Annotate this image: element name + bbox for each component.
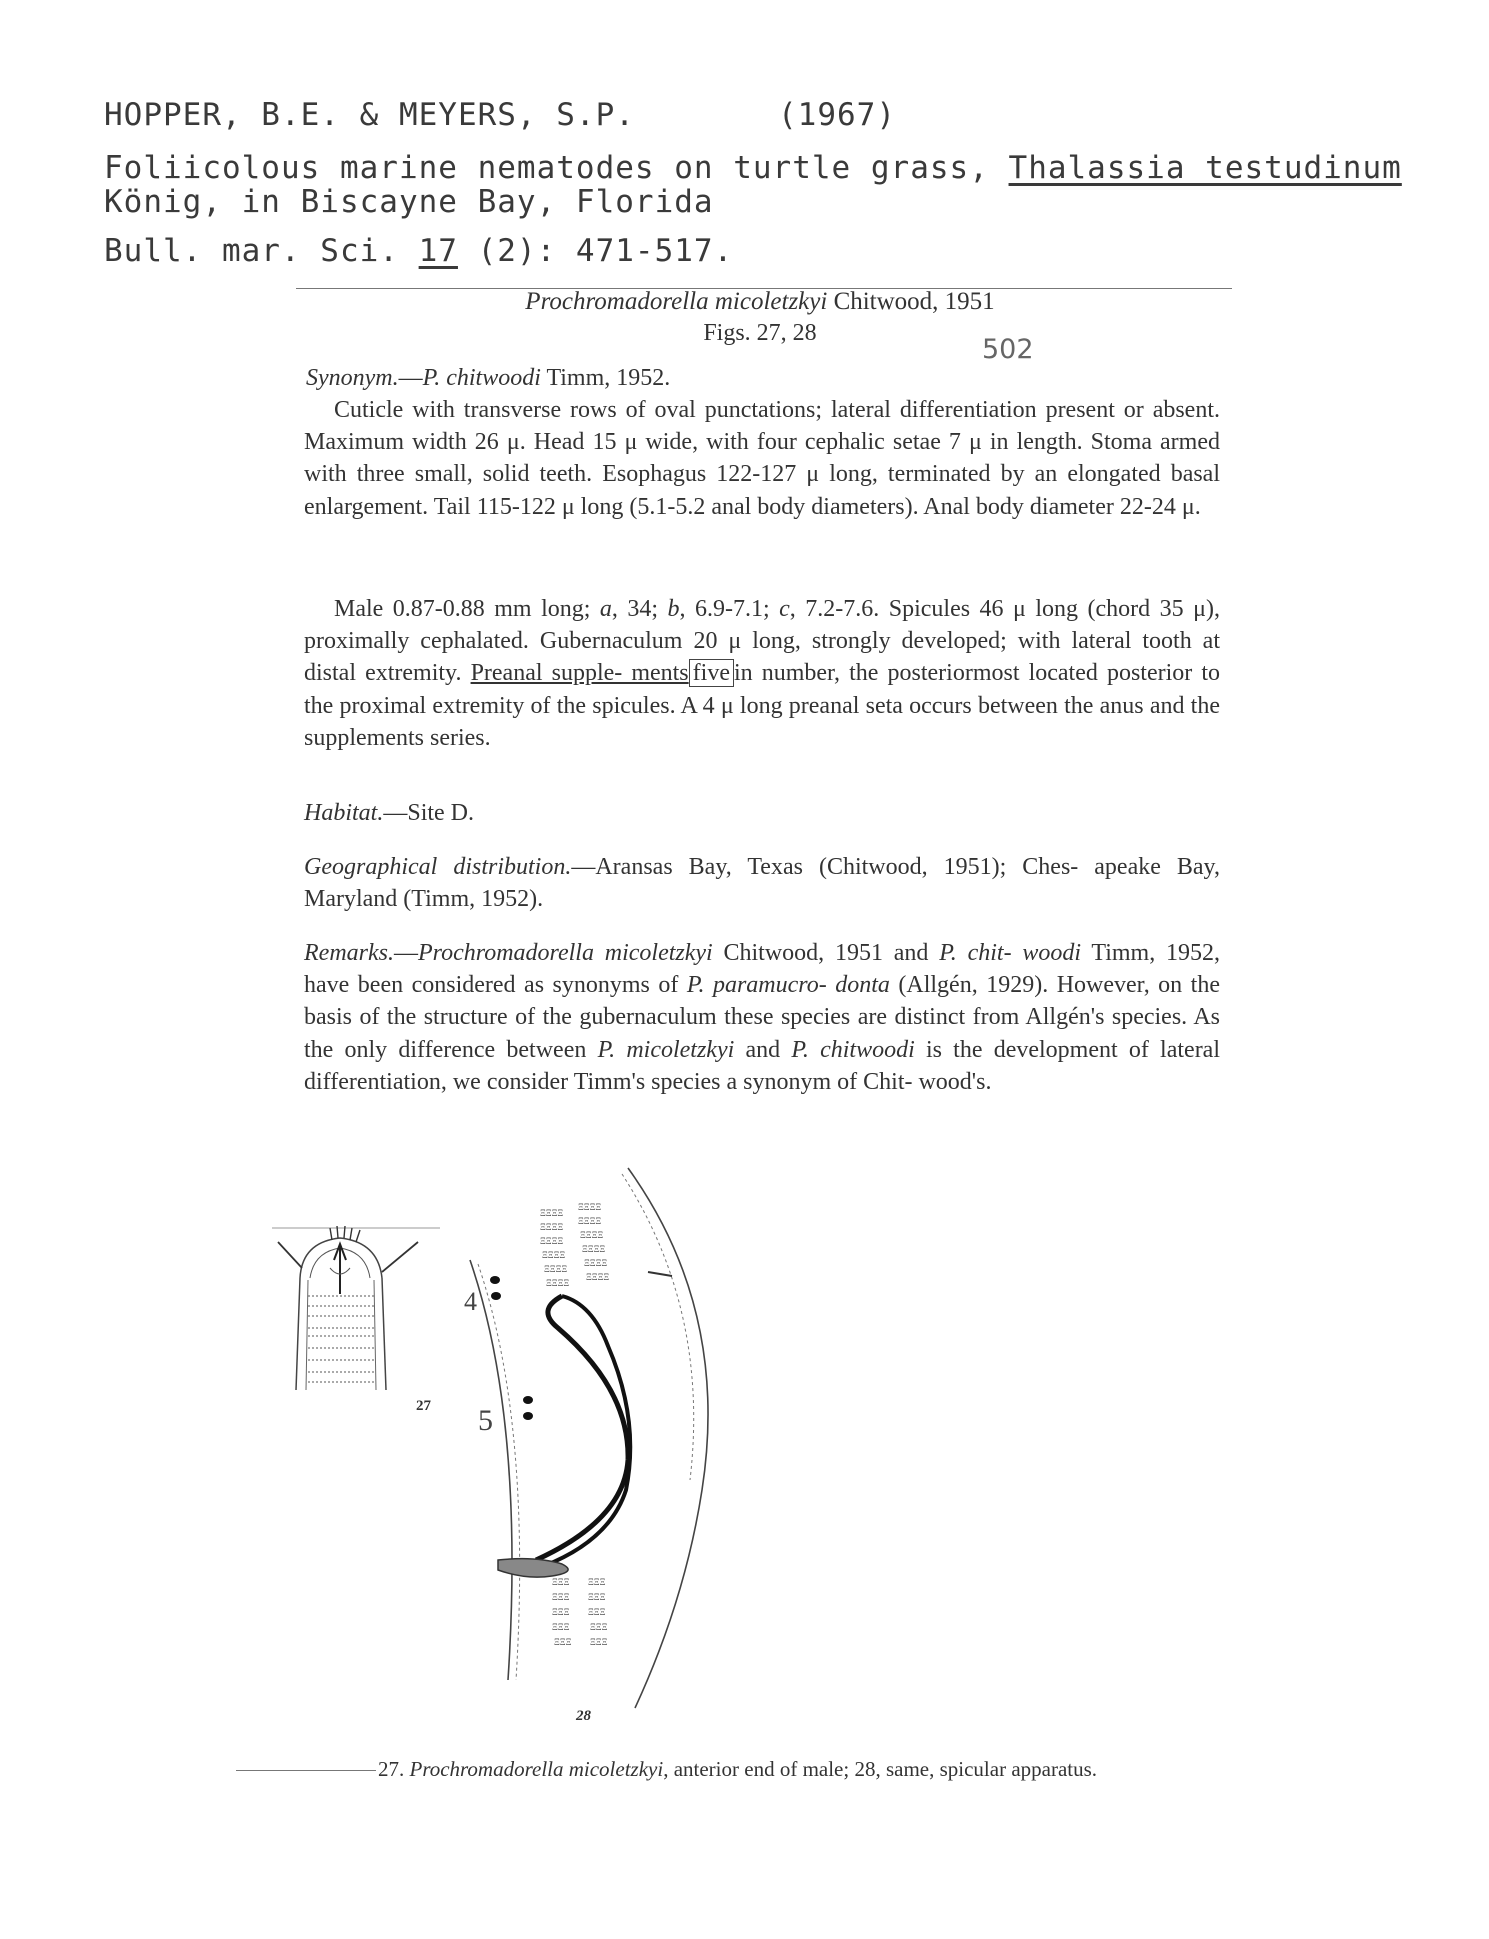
remarks-dash: — — [393, 940, 418, 966]
remarks-text-1: Chitwood, 1951 and — [712, 940, 940, 966]
citation-journal — [104, 233, 733, 269]
remarks-paragraph — [304, 937, 1220, 1098]
remarks-species-5: P. chitwoodi — [791, 1036, 915, 1063]
svg-text:ΞΞΞΞ: ΞΞΞΞ — [584, 1258, 608, 1268]
remarks-text-4: and — [734, 1036, 792, 1063]
remarks-species-4: P. micoletzkyi — [597, 1036, 735, 1063]
svg-text:ΞΞΞΞ: ΞΞΞΞ — [540, 1222, 564, 1232]
svg-text:ΞΞΞΞ: ΞΞΞΞ — [580, 1230, 604, 1240]
citation-year: (1967) — [778, 97, 896, 133]
figure-27-anterior-end — [270, 1220, 450, 1420]
male-paragraph — [304, 593, 1220, 754]
synonym-label: Synonym. — [306, 365, 399, 391]
svg-text:ΞΞΞ: ΞΞΞ — [588, 1577, 606, 1587]
habitat-paragraph — [304, 797, 1220, 829]
remarks-species-3: P. paramucro- donta — [686, 972, 890, 999]
citation-journal-name: Bull. mar. Sci. — [104, 233, 419, 269]
synonym-dash: — — [398, 365, 423, 391]
svg-text:ΞΞΞ: ΞΞΞ — [552, 1577, 570, 1587]
ratio-a-value: , 34; — [611, 596, 668, 622]
handwritten-page-note: 502 — [982, 334, 1034, 365]
male-text-rest: in number, the posteriormost located posterior to the proximal extremity of the spicules. A 4 μ long preanal seta occurs between the anus and the supplements series. — [304, 660, 1221, 751]
svg-text:ΞΞΞΞ: ΞΞΞΞ — [542, 1250, 566, 1260]
synonym-name: P. chitwoodi — [422, 365, 541, 391]
svg-text:ΞΞΞ: ΞΞΞ — [588, 1592, 606, 1602]
svg-text:ΞΞΞΞ: ΞΞΞΞ — [540, 1236, 564, 1246]
remarks-text-5: is the development of lateral differentiation, we consider Timm's species a synonym of Chit- wood's. — [304, 1036, 1221, 1095]
svg-text:ΞΞΞΞ: ΞΞΞΞ — [582, 1244, 606, 1254]
figure-reference: Figs. 27, 28 — [703, 320, 817, 346]
svg-text:ΞΞΞΞ: ΞΞΞΞ — [546, 1278, 570, 1288]
preanal-supplements-underlined: Preanal supple- ments — [470, 660, 689, 687]
svg-text:ΞΞΞ: ΞΞΞ — [554, 1637, 572, 1647]
male-text-a: Male 0.87-0.88 mm long; — [334, 596, 600, 622]
svg-text:ΞΞΞ: ΞΞΞ — [552, 1592, 570, 1602]
distribution-dash: — — [571, 854, 596, 880]
svg-text:ΞΞΞ: ΞΞΞ — [590, 1622, 608, 1632]
ratio-b-value: , 6.9-7.1; — [679, 596, 780, 622]
synonym-authority: Timm, 1952. — [540, 365, 671, 391]
distribution-label: Geographical distribution. — [304, 854, 572, 880]
svg-text:ΞΞΞΞ: ΞΞΞΞ — [544, 1264, 568, 1274]
svg-text:ΞΞΞ: ΞΞΞ — [552, 1607, 570, 1617]
ratio-b-label: b — [667, 596, 680, 622]
handwritten-label-4: 4 — [464, 1287, 477, 1316]
svg-text:ΞΞΞ: ΞΞΞ — [552, 1622, 570, 1632]
figure-28-spicular-apparatus — [440, 1160, 740, 1730]
svg-text:ΞΞΞΞ: ΞΞΞΞ — [540, 1208, 564, 1218]
distribution-text: Aransas Bay, Texas (Chitwood, 1951); Ches- apeake Bay, Maryland (Timm, 1952). — [304, 854, 1220, 913]
figure-caption — [236, 1756, 1176, 1782]
remarks-text-3: (Allgén, 1929). However, on the basis of the structure of the gubernaculum these species are distinct from Allgén's species. As the only difference between — [304, 972, 1221, 1063]
handwritten-label-5: 5 — [478, 1404, 493, 1437]
svg-text:ΞΞΞΞ: ΞΞΞΞ — [578, 1216, 602, 1226]
remarks-species-1: Prochromadorella micoletzkyi — [417, 940, 713, 966]
figure-27-number: 27 — [416, 1398, 431, 1414]
synonym-line — [306, 362, 670, 394]
ratio-c-value: , 7.2-7.6. Spicules 46 μ long (chord 35 μ), proximally cephalated. Gubernaculum 20 μ long, strongly developed; with lateral tooth at distal extremity. — [304, 596, 1220, 687]
species-heading — [300, 288, 1220, 316]
habitat-label: Habitat. — [304, 800, 384, 826]
figure-28-number: 28 — [576, 1708, 591, 1724]
citation-title-line2: König, in Biscayne Bay, Florida — [104, 184, 714, 220]
svg-text:ΞΞΞΞ: ΞΞΞΞ — [578, 1202, 602, 1212]
svg-text:ΞΞΞ: ΞΞΞ — [588, 1607, 606, 1617]
remarks-species-2: P. chit- woodi — [939, 940, 1082, 966]
svg-text:ΞΞΞ: ΞΞΞ — [590, 1637, 608, 1647]
citation-volume: 17 — [418, 233, 458, 269]
svg-text:ΞΞΞΞ: ΞΞΞΞ — [586, 1272, 610, 1282]
citation-authors: HOPPER, B.E. & MEYERS, S.P. — [104, 97, 635, 133]
species-heading-authority: Chitwood, 1951 — [827, 288, 995, 315]
distribution-paragraph — [304, 851, 1220, 915]
caption-text: , anterior end of male; 28, same, spicular apparatus. — [663, 1757, 1098, 1781]
remarks-text-2: Timm, 1952, have been considered as synonyms of — [304, 940, 1221, 999]
citation-title-text: Foliicolous marine nematodes on turtle grass, — [104, 150, 1009, 186]
citation-issue-pages: (2): 471-517. — [457, 233, 734, 269]
description-paragraph — [304, 394, 1220, 523]
description-text: Cuticle with transverse rows of oval punctations; lateral differentiation present or absent. Maximum width 26 μ. Head 15 μ wide, with four cephalic setae 7 μ in length. Stoma armed with three small, solid teeth. Esophagus 122-127 μ long, terminated by an elongated basal enlargement. Tail 115-122 μ long (5.1-5.2 anal body diameters). Anal body diameter 22-24 μ. — [304, 397, 1220, 520]
habitat-dash: — — [383, 800, 408, 826]
boxed-count: five — [689, 659, 734, 687]
species-heading-name: Prochromadorella micoletzkyi — [525, 288, 828, 315]
citation-title-taxon: Thalassia testudinum — [1008, 150, 1402, 186]
citation-title-line1 — [104, 150, 1402, 186]
ratio-a-label: a — [599, 596, 612, 622]
ratio-c-label: c — [779, 596, 790, 622]
caption-species: Prochromadorella micoletzkyi — [409, 1757, 664, 1781]
remarks-label: Remarks. — [304, 940, 394, 966]
caption-fig-27: 27. — [378, 1757, 410, 1781]
habitat-text: Site D. — [407, 800, 475, 826]
